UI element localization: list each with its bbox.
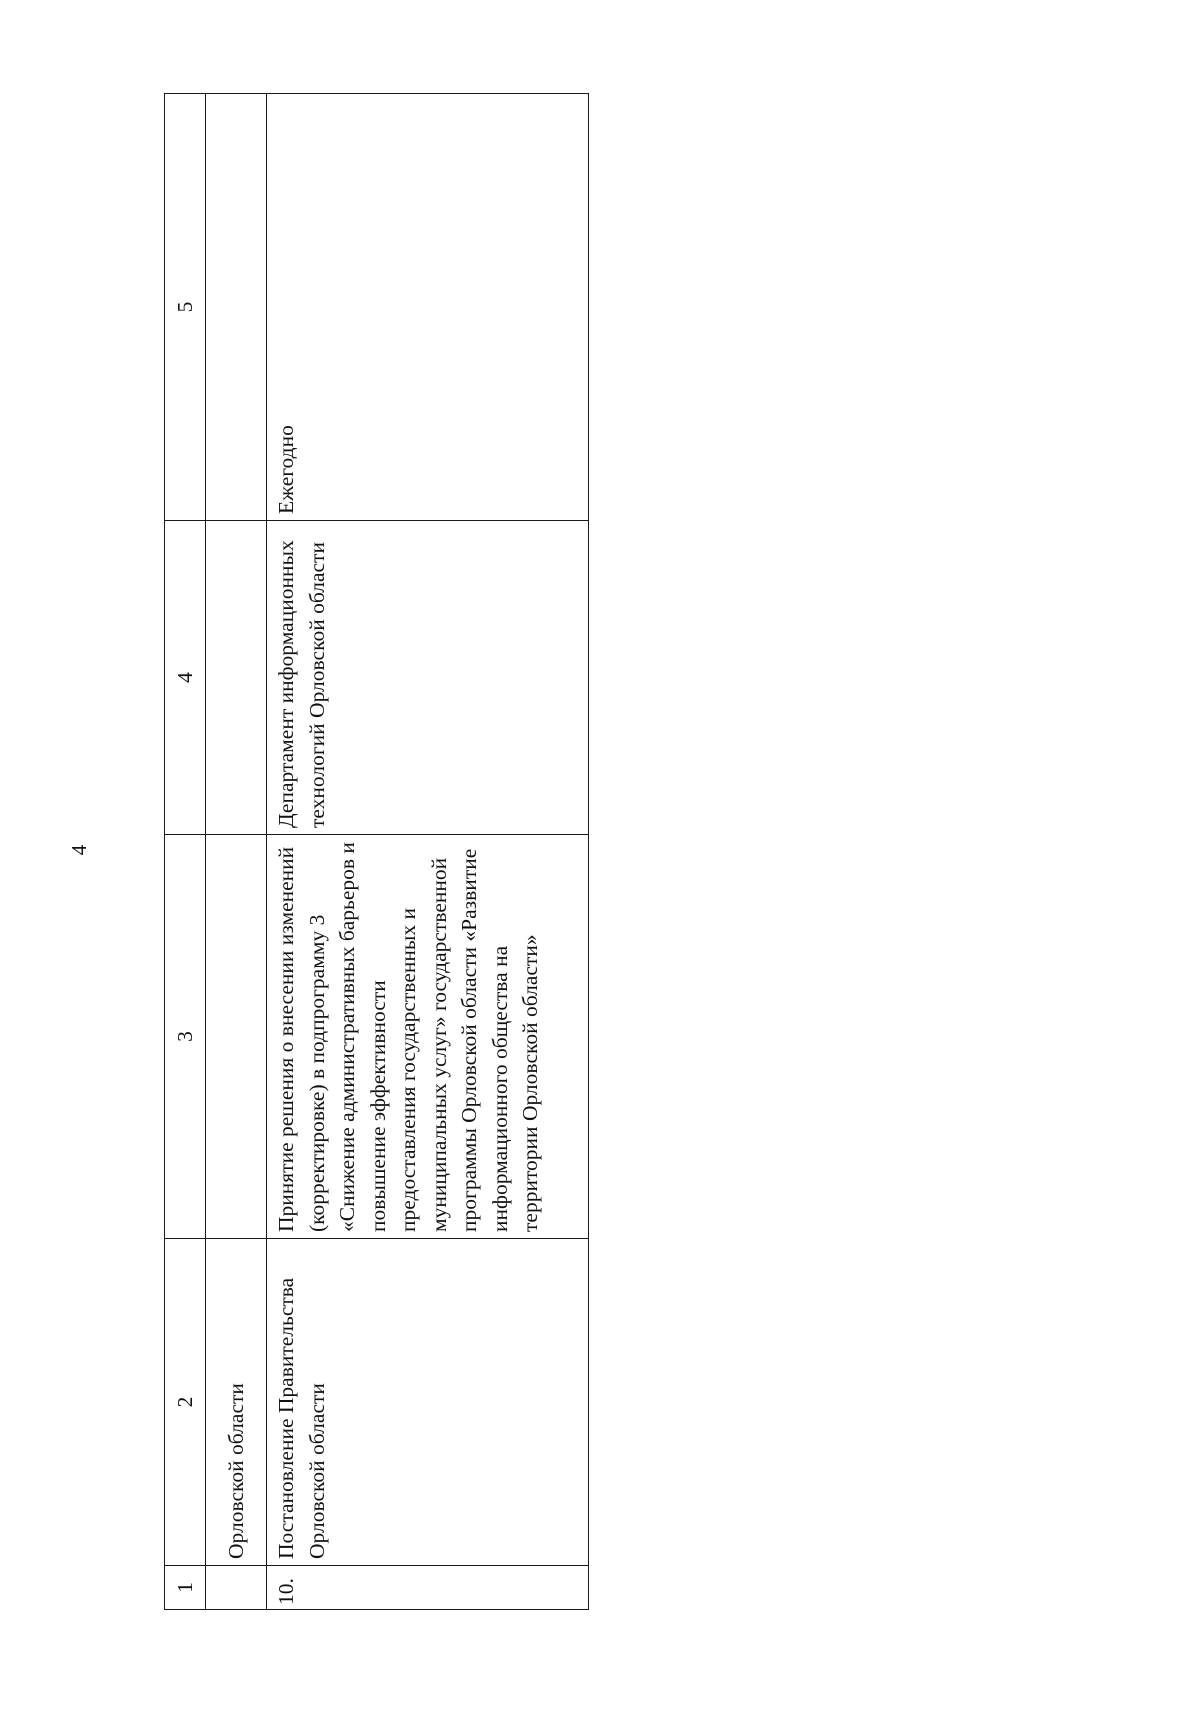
header-col-5: 5: [165, 94, 206, 521]
table-header-row: [165, 94, 206, 1610]
header-col-1: 1: [165, 1566, 206, 1610]
header-col-4: 4: [165, 521, 206, 835]
header-col-2: 2: [165, 1239, 206, 1566]
continuation-cell-3: [206, 835, 267, 1239]
document-table-wrapper: [164, 93, 589, 1610]
continuation-cell-5: [206, 94, 267, 521]
header-col-3: 3: [165, 835, 206, 1239]
continuation-cell-1: [206, 1566, 267, 1610]
page-number: 4: [67, 844, 91, 856]
row-deadline: Ежегодно: [267, 94, 589, 521]
document-table: [164, 93, 589, 1610]
continuation-cell-2: Орловской области: [206, 1239, 267, 1566]
table-row: [267, 94, 589, 1610]
row-responsible: Департамент информационных технологий Орловской области: [267, 521, 589, 835]
continuation-row: [206, 94, 267, 1610]
row-number: 10.: [267, 1566, 589, 1610]
row-document-type: Постановление Правительства Орловской области: [267, 1239, 589, 1566]
continuation-cell-4: [206, 521, 267, 835]
row-document-title: Принятие решения о внесении изменений (корректировке) в подпрограмму 3 «Снижение административных барьеров и повышение эффективности предоставления государственных и муниципальных услуг» государственной программы Орловской области «Развитие информационного общества на территории Орловской области»: [267, 835, 589, 1239]
